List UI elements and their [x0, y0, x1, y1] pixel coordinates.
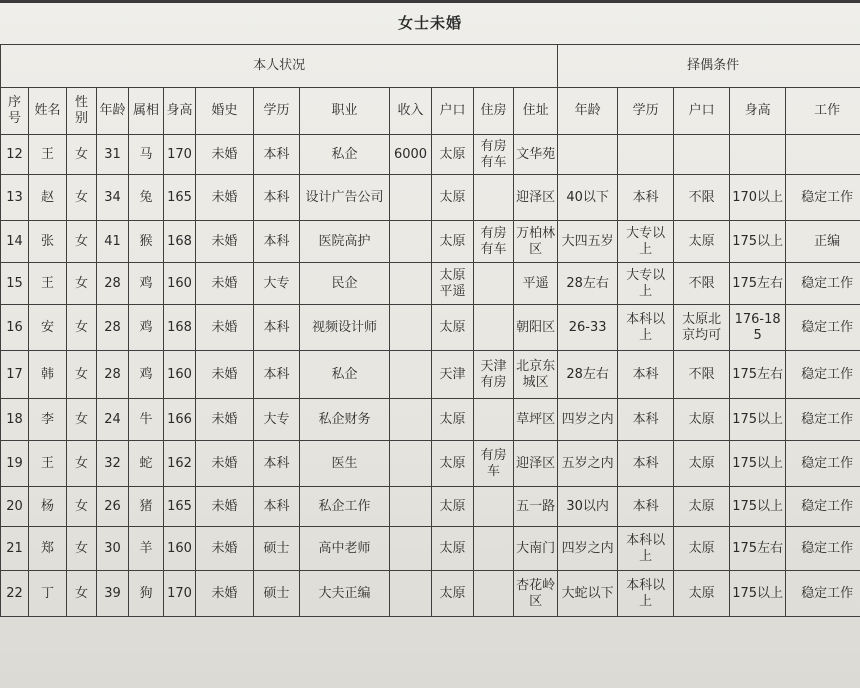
- table-cell: 太原: [432, 135, 474, 175]
- table-cell: [390, 221, 432, 263]
- column-header: 年龄: [558, 88, 618, 135]
- section-header-self: 本人状况: [1, 45, 558, 88]
- table-cell: 34: [97, 175, 129, 221]
- table-cell: 175以上: [730, 399, 786, 441]
- column-header: 序号: [1, 88, 29, 135]
- matchmaking-table: [0, 44, 860, 617]
- table-cell: 165: [164, 487, 196, 527]
- table-cell: 本科: [254, 305, 300, 351]
- table-cell: 32: [97, 441, 129, 487]
- column-header: 住址: [514, 88, 558, 135]
- table-cell: 蛇: [129, 441, 164, 487]
- table-cell: 175以上: [730, 221, 786, 263]
- table-cell: 本科: [618, 441, 674, 487]
- table-cell: 太原: [674, 399, 730, 441]
- column-header: 婚史: [196, 88, 254, 135]
- table-cell: 26: [97, 487, 129, 527]
- column-header: 户口: [674, 88, 730, 135]
- table-cell: 166: [164, 399, 196, 441]
- table-cell: 民企: [300, 263, 390, 305]
- table-cell: 太原: [432, 175, 474, 221]
- table-cell: 大蛇以下: [558, 571, 618, 617]
- table-cell: 猪: [129, 487, 164, 527]
- table-cell: 稳定工作: [786, 527, 860, 571]
- table-cell: 女: [67, 221, 97, 263]
- table-cell: 168: [164, 305, 196, 351]
- column-header: 身高: [164, 88, 196, 135]
- table-cell: 四岁之内: [558, 399, 618, 441]
- table-cell: 韩: [29, 351, 67, 399]
- table-cell: 太原平遥: [432, 263, 474, 305]
- table-cell: 设计广告公司: [300, 175, 390, 221]
- table-row: [1, 263, 860, 305]
- table-cell: 175左右: [730, 351, 786, 399]
- table-cell: 鸡: [129, 263, 164, 305]
- table-cell: 安: [29, 305, 67, 351]
- table-cell: [474, 571, 514, 617]
- table-cell: 赵: [29, 175, 67, 221]
- table-cell: 大专: [254, 399, 300, 441]
- table-cell: 太原: [432, 487, 474, 527]
- table-cell: 未婚: [196, 527, 254, 571]
- table-cell: 12: [1, 135, 29, 175]
- table-cell: 本科: [254, 135, 300, 175]
- table-cell: 未婚: [196, 221, 254, 263]
- column-header: 学历: [618, 88, 674, 135]
- table-cell: 私企工作: [300, 487, 390, 527]
- table-cell: 本科: [618, 487, 674, 527]
- table-cell: 王: [29, 263, 67, 305]
- table-cell: 本科以上: [618, 571, 674, 617]
- table-cell: 175左右: [730, 263, 786, 305]
- table-cell: 张: [29, 221, 67, 263]
- table-cell: 30以内: [558, 487, 618, 527]
- table-cell: 狗: [129, 571, 164, 617]
- table-cell: 28: [97, 263, 129, 305]
- table-cell: 太原: [674, 571, 730, 617]
- table-cell: 14: [1, 221, 29, 263]
- table-cell: [390, 305, 432, 351]
- column-header-row: [1, 88, 860, 135]
- table-cell: 170: [164, 571, 196, 617]
- table-cell: 女: [67, 399, 97, 441]
- table-cell: 女: [67, 305, 97, 351]
- table-cell: 175以上: [730, 441, 786, 487]
- table-row: [1, 305, 860, 351]
- table-cell: 21: [1, 527, 29, 571]
- table-cell: 鸡: [129, 351, 164, 399]
- table-cell: 稳定工作: [786, 441, 860, 487]
- table-cell: 女: [67, 571, 97, 617]
- table-cell: 朝阳区: [514, 305, 558, 351]
- table-cell: 160: [164, 351, 196, 399]
- table-cell: 30: [97, 527, 129, 571]
- table-cell: 牛: [129, 399, 164, 441]
- table-cell: 18: [1, 399, 29, 441]
- table-cell: 郑: [29, 527, 67, 571]
- table-cell: 太原北京均可: [674, 305, 730, 351]
- table-cell: 大南门: [514, 527, 558, 571]
- table-cell: 160: [164, 527, 196, 571]
- table-cell: 168: [164, 221, 196, 263]
- table-cell: 女: [67, 441, 97, 487]
- table-cell: 北京东城区: [514, 351, 558, 399]
- table-cell: 未婚: [196, 351, 254, 399]
- table-cell: 175以上: [730, 487, 786, 527]
- table-cell: 太原: [674, 221, 730, 263]
- table-cell: 女: [67, 351, 97, 399]
- table-cell: 6000: [390, 135, 432, 175]
- table-cell: 未婚: [196, 441, 254, 487]
- table-cell: 本科: [254, 221, 300, 263]
- table-cell: 未婚: [196, 305, 254, 351]
- table-cell: 24: [97, 399, 129, 441]
- table-cell: 176-185: [730, 305, 786, 351]
- table-cell: 万柏林区: [514, 221, 558, 263]
- table-cell: 医院高护: [300, 221, 390, 263]
- table-cell: 170: [164, 135, 196, 175]
- table-cell: 硕士: [254, 571, 300, 617]
- table-cell: 太原: [432, 221, 474, 263]
- table-cell: 大专: [254, 263, 300, 305]
- table-cell: 羊: [129, 527, 164, 571]
- table-cell: 硕士: [254, 527, 300, 571]
- table-cell: 王: [29, 441, 67, 487]
- table-cell: 26-33: [558, 305, 618, 351]
- column-header: 年龄: [97, 88, 129, 135]
- table-row: [1, 351, 860, 399]
- table-cell: 大夫正编: [300, 571, 390, 617]
- table-cell: 162: [164, 441, 196, 487]
- table-cell: 稳定工作: [786, 399, 860, 441]
- table-cell: 本科: [618, 175, 674, 221]
- table-cell: [474, 305, 514, 351]
- table-cell: 猴: [129, 221, 164, 263]
- table-cell: 杨: [29, 487, 67, 527]
- table-cell: 未婚: [196, 571, 254, 617]
- table-cell: [474, 487, 514, 527]
- table-cell: 175以上: [730, 571, 786, 617]
- table-cell: 太原: [432, 441, 474, 487]
- table-cell: 视频设计师: [300, 305, 390, 351]
- table-cell: 未婚: [196, 135, 254, 175]
- table-row: [1, 571, 860, 617]
- column-header: 住房: [474, 88, 514, 135]
- table-cell: 本科: [618, 399, 674, 441]
- table-cell: 迎泽区: [514, 175, 558, 221]
- table-cell: [674, 135, 730, 175]
- table-cell: 40以下: [558, 175, 618, 221]
- table-cell: 未婚: [196, 487, 254, 527]
- table-cell: 大专以上: [618, 221, 674, 263]
- table-cell: 稳定工作: [786, 351, 860, 399]
- table-cell: 16: [1, 305, 29, 351]
- table-cell: [390, 351, 432, 399]
- table-cell: 31: [97, 135, 129, 175]
- table-cell: 22: [1, 571, 29, 617]
- table-cell: 私企: [300, 135, 390, 175]
- table-cell: [474, 399, 514, 441]
- table-cell: 有房有车: [474, 135, 514, 175]
- table-cell: 28左右: [558, 351, 618, 399]
- table-cell: 太原: [432, 399, 474, 441]
- table-cell: 175左右: [730, 527, 786, 571]
- table-row: [1, 527, 860, 571]
- top-border-line: [0, 0, 860, 3]
- column-header: 姓名: [29, 88, 67, 135]
- table-cell: 女: [67, 263, 97, 305]
- table-cell: 太原: [432, 305, 474, 351]
- table-cell: 文华苑: [514, 135, 558, 175]
- table-cell: 本科以上: [618, 527, 674, 571]
- table-cell: [390, 571, 432, 617]
- table-cell: [786, 135, 860, 175]
- table-cell: 20: [1, 487, 29, 527]
- section-header-spouse: 择偶条件: [558, 45, 860, 88]
- table-cell: 天津有房: [474, 351, 514, 399]
- table-cell: [558, 135, 618, 175]
- table-cell: 女: [67, 135, 97, 175]
- table-cell: 私企: [300, 351, 390, 399]
- table-body: [1, 135, 860, 617]
- table-cell: 太原: [674, 441, 730, 487]
- table-cell: [474, 527, 514, 571]
- table-cell: 本科: [254, 441, 300, 487]
- table-cell: 本科: [254, 351, 300, 399]
- table-cell: 39: [97, 571, 129, 617]
- table-cell: 高中老师: [300, 527, 390, 571]
- column-header: 职业: [300, 88, 390, 135]
- table-cell: 女: [67, 175, 97, 221]
- table-cell: 稳定工作: [786, 571, 860, 617]
- table-cell: 平遥: [514, 263, 558, 305]
- column-header: 学历: [254, 88, 300, 135]
- table-cell: 19: [1, 441, 29, 487]
- table-row: [1, 135, 860, 175]
- table-cell: 未婚: [196, 175, 254, 221]
- table-row: [1, 175, 860, 221]
- column-header: 性别: [67, 88, 97, 135]
- table-cell: [730, 135, 786, 175]
- column-header: 身高: [730, 88, 786, 135]
- table-cell: 稳定工作: [786, 487, 860, 527]
- table-cell: 稳定工作: [786, 305, 860, 351]
- column-header: 收入: [390, 88, 432, 135]
- table-cell: 草坪区: [514, 399, 558, 441]
- table-cell: 稳定工作: [786, 175, 860, 221]
- page-title: 女士未婚: [397, 14, 462, 32]
- table-cell: [474, 175, 514, 221]
- table-cell: 28: [97, 351, 129, 399]
- table-cell: 不限: [674, 175, 730, 221]
- table-cell: 女: [67, 527, 97, 571]
- table-cell: 稳定工作: [786, 263, 860, 305]
- table-cell: [390, 527, 432, 571]
- column-header: 户口: [432, 88, 474, 135]
- table-cell: 未婚: [196, 399, 254, 441]
- table-cell: 太原: [674, 487, 730, 527]
- table-cell: 15: [1, 263, 29, 305]
- table-row: [1, 399, 860, 441]
- table-cell: 兔: [129, 175, 164, 221]
- table-cell: 五一路: [514, 487, 558, 527]
- table-cell: 未婚: [196, 263, 254, 305]
- table-cell: [390, 175, 432, 221]
- table-cell: 13: [1, 175, 29, 221]
- table-cell: 鸡: [129, 305, 164, 351]
- table-row: [1, 221, 860, 263]
- table-cell: 28: [97, 305, 129, 351]
- table-cell: 大四五岁: [558, 221, 618, 263]
- table-cell: 17: [1, 351, 29, 399]
- column-header: 属相: [129, 88, 164, 135]
- table-cell: 四岁之内: [558, 527, 618, 571]
- table-cell: [390, 487, 432, 527]
- table-cell: 有房车: [474, 441, 514, 487]
- table-row: [1, 441, 860, 487]
- table-cell: 不限: [674, 351, 730, 399]
- table-cell: 28左右: [558, 263, 618, 305]
- table-cell: 女: [67, 487, 97, 527]
- table-cell: [390, 399, 432, 441]
- table-cell: 太原: [432, 527, 474, 571]
- table-cell: 私企财务: [300, 399, 390, 441]
- table-cell: 本科以上: [618, 305, 674, 351]
- table-cell: [390, 263, 432, 305]
- table-cell: 正编: [786, 221, 860, 263]
- table-cell: 170以上: [730, 175, 786, 221]
- table-cell: 医生: [300, 441, 390, 487]
- table-cell: 41: [97, 221, 129, 263]
- table-cell: 太原: [432, 571, 474, 617]
- table-cell: 本科: [254, 487, 300, 527]
- table-cell: 165: [164, 175, 196, 221]
- table-cell: 李: [29, 399, 67, 441]
- table-row: [1, 487, 860, 527]
- table-cell: 天津: [432, 351, 474, 399]
- table-cell: 五岁之内: [558, 441, 618, 487]
- table-cell: 丁: [29, 571, 67, 617]
- table-cell: 大专以上: [618, 263, 674, 305]
- table-cell: [474, 263, 514, 305]
- table-cell: 马: [129, 135, 164, 175]
- table-cell: 本科: [254, 175, 300, 221]
- table-cell: 有房有车: [474, 221, 514, 263]
- column-header: 工作: [786, 88, 860, 135]
- table-cell: 太原: [674, 527, 730, 571]
- table-cell: 王: [29, 135, 67, 175]
- table-cell: 不限: [674, 263, 730, 305]
- table-cell: [618, 135, 674, 175]
- table-cell: 杏花岭区: [514, 571, 558, 617]
- table-cell: 本科: [618, 351, 674, 399]
- table-cell: 160: [164, 263, 196, 305]
- table-cell: 迎泽区: [514, 441, 558, 487]
- table-cell: [390, 441, 432, 487]
